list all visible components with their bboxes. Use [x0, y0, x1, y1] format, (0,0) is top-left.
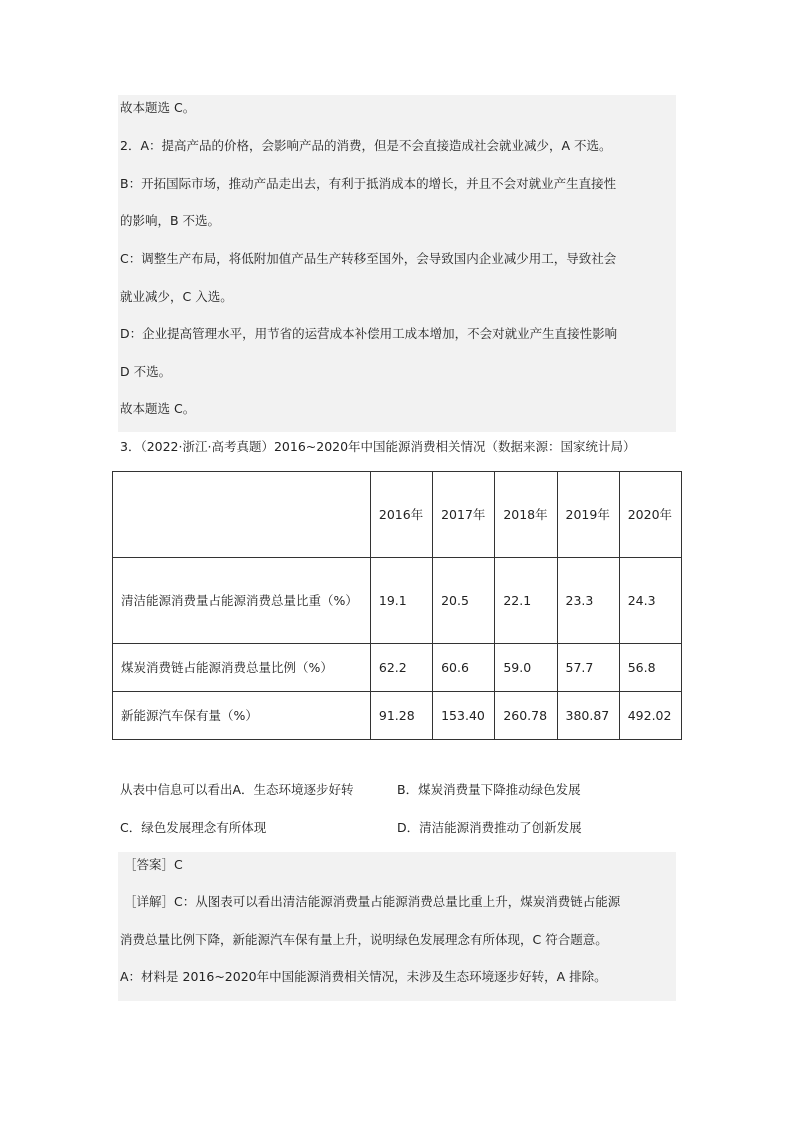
- table-row: [113, 558, 682, 644]
- q2-option-c-analysis-line2: 就业减少，C 入选。: [120, 289, 233, 304]
- table-cell: 492.02: [619, 692, 681, 740]
- q2-option-a-analysis: 2．A：提高产品的价格，会影响产品的消费，但是不会直接造成社会就业减少，A 不选。: [120, 138, 612, 153]
- table-cell: 91.28: [370, 692, 432, 740]
- table-cell: 60.6: [433, 644, 495, 692]
- q2-option-c-analysis-line1: C：调整生产布局，将低附加值产品生产转移至国外，会导致国内企业减少用工，导致社会: [120, 251, 617, 266]
- table-header-cell: 2016年: [370, 472, 432, 558]
- question-prompt-option-a: 从表中信息可以看出A．生态环境逐步好转: [120, 782, 354, 797]
- q2-option-d-analysis-line1: D：企业提高管理水平，用节省的运营成本补偿用工成本增加，不会对就业产生直接性影响: [120, 326, 618, 341]
- option-b: B．煤炭消费量下降推动绿色发展: [397, 782, 581, 797]
- option-d: D．清洁能源消费推动了创新发展: [397, 820, 582, 835]
- table-cell: 153.40: [433, 692, 495, 740]
- table-cell: 260.78: [495, 692, 557, 740]
- table-cell: 22.1: [495, 558, 557, 644]
- table-row: [113, 692, 682, 740]
- row-label: 清洁能源消费量占能源消费总量比重（%）: [113, 558, 371, 644]
- question-3-stem: 3．（2022·浙江·高考真题）2016~2020年中国能源消费相关情况（数据来源：国家统计局）: [120, 439, 636, 454]
- table-cell: 57.7: [557, 644, 619, 692]
- table-cell: 20.5: [433, 558, 495, 644]
- table-header-row: [113, 472, 682, 558]
- table-header-cell: 2019年: [557, 472, 619, 558]
- table-header-cell: 2018年: [495, 472, 557, 558]
- answer-label: ［答案］C: [124, 857, 183, 872]
- table-header-cell: 2017年: [433, 472, 495, 558]
- row-label: 新能源汽车保有量（%）: [113, 692, 371, 740]
- table-cell: 23.3: [557, 558, 619, 644]
- conclusion-previous: 故本题选 C。: [120, 100, 196, 115]
- detail-line-3: A：材料是 2016~2020年中国能源消费相关情况，未涉及生态环境逐步好转，A 排除。: [120, 969, 607, 984]
- option-c: C．绿色发展理念有所体现: [120, 820, 267, 835]
- table-header-cell: 2020年: [619, 472, 681, 558]
- conclusion-q2: 故本题选 C。: [120, 401, 196, 416]
- table-corner-cell: [113, 472, 371, 558]
- energy-data-table: [112, 471, 682, 740]
- q2-option-b-analysis-line2: 的影响，B 不选。: [120, 213, 221, 228]
- q2-option-d-analysis-line2: D 不选。: [120, 364, 172, 379]
- q2-option-b-analysis-line1: B：开拓国际市场，推动产品走出去，有利于抵消成本的增长，并且不会对就业产生直接性: [120, 176, 617, 191]
- table-cell: 24.3: [619, 558, 681, 644]
- table-cell: 62.2: [370, 644, 432, 692]
- detail-line-2: 消费总量比例下降，新能源汽车保有量上升，说明绿色发展理念有所体现，C 符合题意。: [120, 932, 608, 947]
- table-row: [113, 644, 682, 692]
- table-cell: 59.0: [495, 644, 557, 692]
- table-cell: 19.1: [370, 558, 432, 644]
- detail-line-1: ［详解］C：从图表可以看出清洁能源消费量占能源消费总量比重上升，煤炭消费链占能源: [124, 894, 621, 909]
- table-cell: 56.8: [619, 644, 681, 692]
- table-cell: 380.87: [557, 692, 619, 740]
- row-label: 煤炭消费链占能源消费总量比例（%）: [113, 644, 371, 692]
